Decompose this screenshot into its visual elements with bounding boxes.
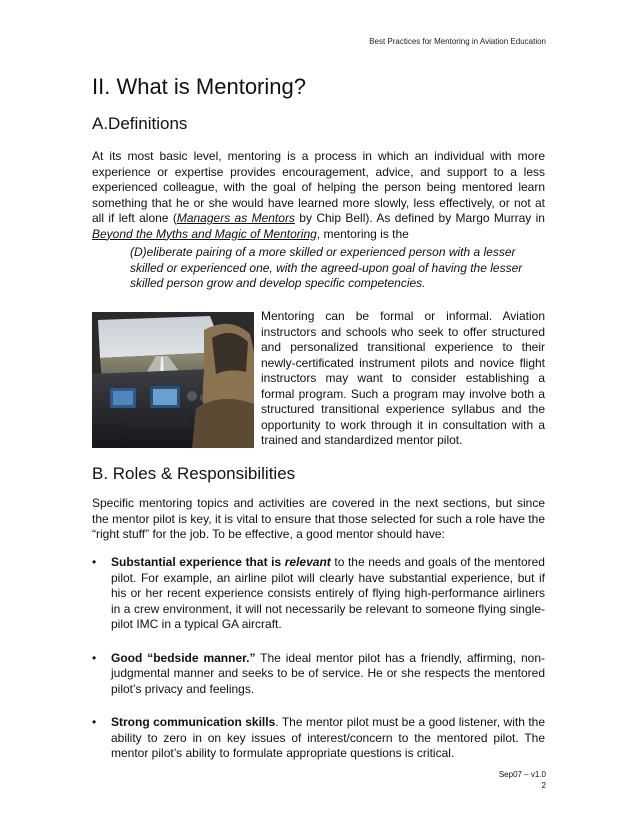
definitions-paragraph (92, 149, 545, 242)
bullet-icon: • (92, 715, 97, 729)
definitions-text-end: , mentoring is the (316, 226, 409, 241)
list-item (92, 651, 545, 698)
bullet-lead: Good “bedside manner.” (111, 650, 256, 665)
definitions-heading: A.Definitions (92, 114, 188, 133)
version-label: Sep07 – v1.0 (498, 770, 546, 779)
bullet-icon: • (92, 650, 97, 665)
page-number: 2 (541, 781, 546, 790)
book-title-beyond-the-myths: Beyond the Myths and Magic of Mentoring (92, 226, 317, 241)
cockpit-photo (92, 312, 254, 448)
bullet-text: . The mentor pilot must be a good listener, with the ability to zero in on key issues of interest/concern to the mentored pilot. The mentor pilot’s ability to formulate appropriate questions is critical. (111, 715, 546, 760)
definitions-text-mid: by Chip Bell). As defined by Margo Murray in (294, 211, 545, 225)
bullet-text: to the needs and goals of the mentored pilot. For example, an airline pilot will clearly have substantial experience, but if his or her recent experience consists entirely of flying high-performance airliners in a crew environment, it will not necessarily be relevant to someone flying single-pilot IMC in a typical GA aircraft. (111, 555, 545, 631)
definitions-text-start: At its most basic level, mentoring is a process in which an individual with more experience or expertise provides encouragement, advice, and support to a less experienced colleague, with the goal of helping the person being mentored learn something that he or she would have learned more slowly, less effectively, or not at all if left alone ( (92, 149, 545, 225)
bullet-text: The ideal mentor pilot has a friendly, affirming, non-judgmental manner and seeks to be of service. He or she respects the mentored pilot’s privacy and feelings. (111, 650, 545, 696)
bullet-emphasis: relevant (284, 555, 331, 569)
list-item (92, 715, 545, 762)
cockpit-photo-illustration (92, 312, 254, 448)
page-footer (499, 769, 546, 791)
bullet-lead: Strong communication skills (111, 715, 276, 729)
running-header: Best Practices for Mentoring in Aviation Education (369, 37, 546, 46)
roles-heading: B. Roles & Responsibilities (92, 464, 296, 483)
book-title-managers-as-mentors: Managers as Mentors (176, 211, 295, 225)
definition-quote: (D)eliberate pairing of a more skilled or experienced person with a lesser skilled or experienced one, with the agreed-upon goal of having the lesser skilled person grow and develop specific competencies. (130, 245, 523, 290)
list-item (92, 555, 545, 633)
bullet-lead: Substantial experience that is (111, 555, 285, 569)
bullet-icon: • (92, 555, 97, 569)
roles-intro-paragraph: Specific mentoring topics and activities are covered in the next sections, but since the mentor pilot is key, it is vital to ensure that those selected for such a role have the “right stuff” for the job. To be effective, a good mentor should have: (92, 496, 545, 541)
mentoring-formal-paragraph: Mentoring can be formal or informal. Aviation instructors and schools who seek to offer structured and personalized transitional experience to their newly-certificated instrument pilots and novice flight instructors may want to consider establishing a formal program. Such a program may involve both a structured transitional experience syllabus and the opportunity to work through it in consultation with a trained and standardized mentor pilot. (261, 309, 545, 447)
section-title: II. What is Mentoring? (92, 74, 306, 99)
mentor-qualities-list (92, 555, 545, 762)
